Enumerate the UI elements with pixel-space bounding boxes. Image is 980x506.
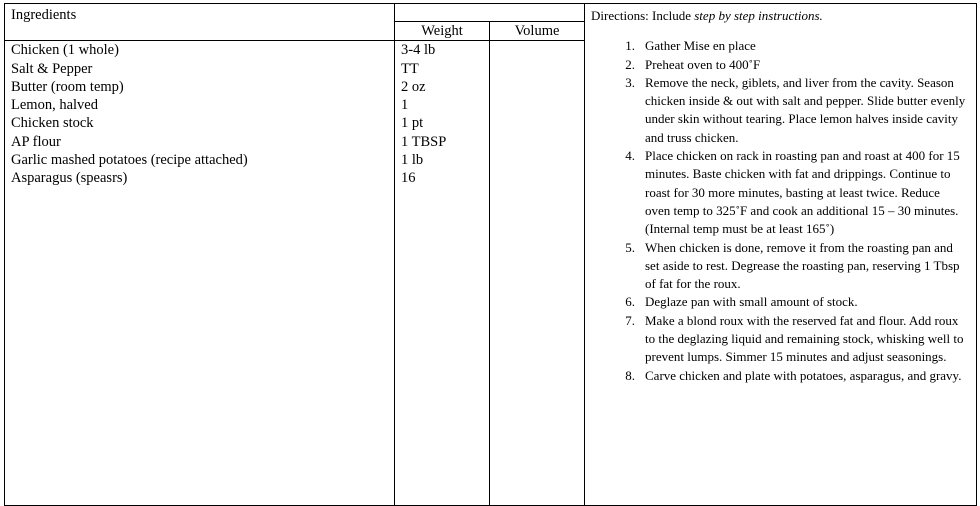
directions-header-emphasis: step by step instructions. — [694, 8, 823, 23]
recipe-table — [4, 3, 977, 506]
ingredient-name: Chicken stock — [11, 115, 94, 132]
ingredient-name: Salt & Pepper — [11, 60, 93, 77]
direction-step — [599, 367, 966, 385]
step-text: Place chicken on rack in roasting pan and roast at 400 for 15 minutes. Baste chicken with fat and drippings. Continue to roast for 30 more minutes, basting at least twice. Reduce oven temp to 325˚F and cook an additional 15 – 30 minutes. (Internal temp must be at least 165˚) — [645, 148, 960, 237]
volume-column — [490, 41, 585, 506]
ingredient-weight: 2 oz — [401, 78, 426, 95]
step-number: 7. — [625, 312, 635, 328]
ingredient-weight-list — [395, 41, 489, 187]
volume-header-label: Volume — [514, 23, 560, 39]
ingredient-name: Lemon, halved — [11, 97, 98, 114]
weight-header-label: Weight — [421, 23, 463, 39]
step-text: Gather Mise en place — [645, 38, 756, 54]
step-number: 2. — [625, 56, 635, 72]
directions-header — [591, 7, 970, 25]
volume-header — [490, 22, 585, 41]
step-number: 4. — [625, 148, 635, 164]
ingredient-name-list — [5, 41, 394, 187]
directions-header-label: Directions: Include — [591, 8, 695, 23]
measure-header-spacer — [395, 4, 585, 22]
step-text: Deglaze pan with small amount of stock. — [645, 294, 858, 310]
ingredient-weight: 16 — [401, 170, 416, 187]
weight-column — [395, 41, 490, 506]
step-text: Preheat oven to 400˚F — [645, 56, 761, 72]
ingredient-weight: 1 lb — [401, 152, 424, 169]
ingredient-name: Chicken (1 whole) — [11, 42, 119, 59]
ingredient-name: AP flour — [11, 133, 61, 150]
weight-header — [395, 22, 490, 41]
step-text: Make a blond roux with the reserved fat and flour. Add roux to the deglazing liquid and remaining stock, whisking well to prevent lumps. Simmer 15 minutes and adjust seasonings. — [645, 312, 964, 365]
direction-step — [599, 74, 966, 147]
ingredient-name: Asparagus (speasrs) — [11, 170, 128, 187]
ingredient-weight: 1 TBSP — [401, 133, 447, 150]
step-number: 3. — [625, 74, 635, 90]
ingredients-header-label: Ingredients — [11, 7, 77, 23]
step-number: 5. — [625, 239, 635, 255]
step-number: 6. — [625, 294, 635, 310]
ingredients-column — [5, 41, 395, 506]
direction-step — [599, 293, 966, 311]
step-text: Remove the neck, giblets, and liver from the cavity. Season chicken inside & out with salt and pepper. Slide butter evenly under skin without tearing. Place lemon halves inside cavity and truss chicken. — [645, 74, 966, 145]
direction-step — [599, 147, 966, 238]
ingredients-header — [5, 4, 395, 41]
direction-step — [599, 56, 966, 74]
directions-cell — [585, 4, 977, 506]
directions-list — [591, 37, 970, 385]
ingredient-weight: 3-4 lb — [401, 42, 436, 59]
direction-step — [599, 312, 966, 367]
ingredient-weight: 1 pt — [401, 115, 424, 132]
direction-step — [599, 37, 966, 55]
step-number: 8. — [625, 367, 635, 383]
step-text: When chicken is done, remove it from the roasting pan and set aside to rest. Degrease the roasting pan, reserving 1 Tbsp of fat for the roux. — [645, 239, 960, 292]
step-number: 1. — [625, 38, 635, 54]
ingredient-weight: 1 — [401, 97, 409, 114]
ingredient-name: Butter (room temp) — [11, 78, 124, 95]
ingredient-weight: TT — [401, 60, 419, 77]
ingredient-name: Garlic mashed potatoes (recipe attached) — [11, 152, 248, 169]
step-text: Carve chicken and plate with potatoes, asparagus, and gravy. — [645, 367, 962, 383]
direction-step — [599, 239, 966, 294]
